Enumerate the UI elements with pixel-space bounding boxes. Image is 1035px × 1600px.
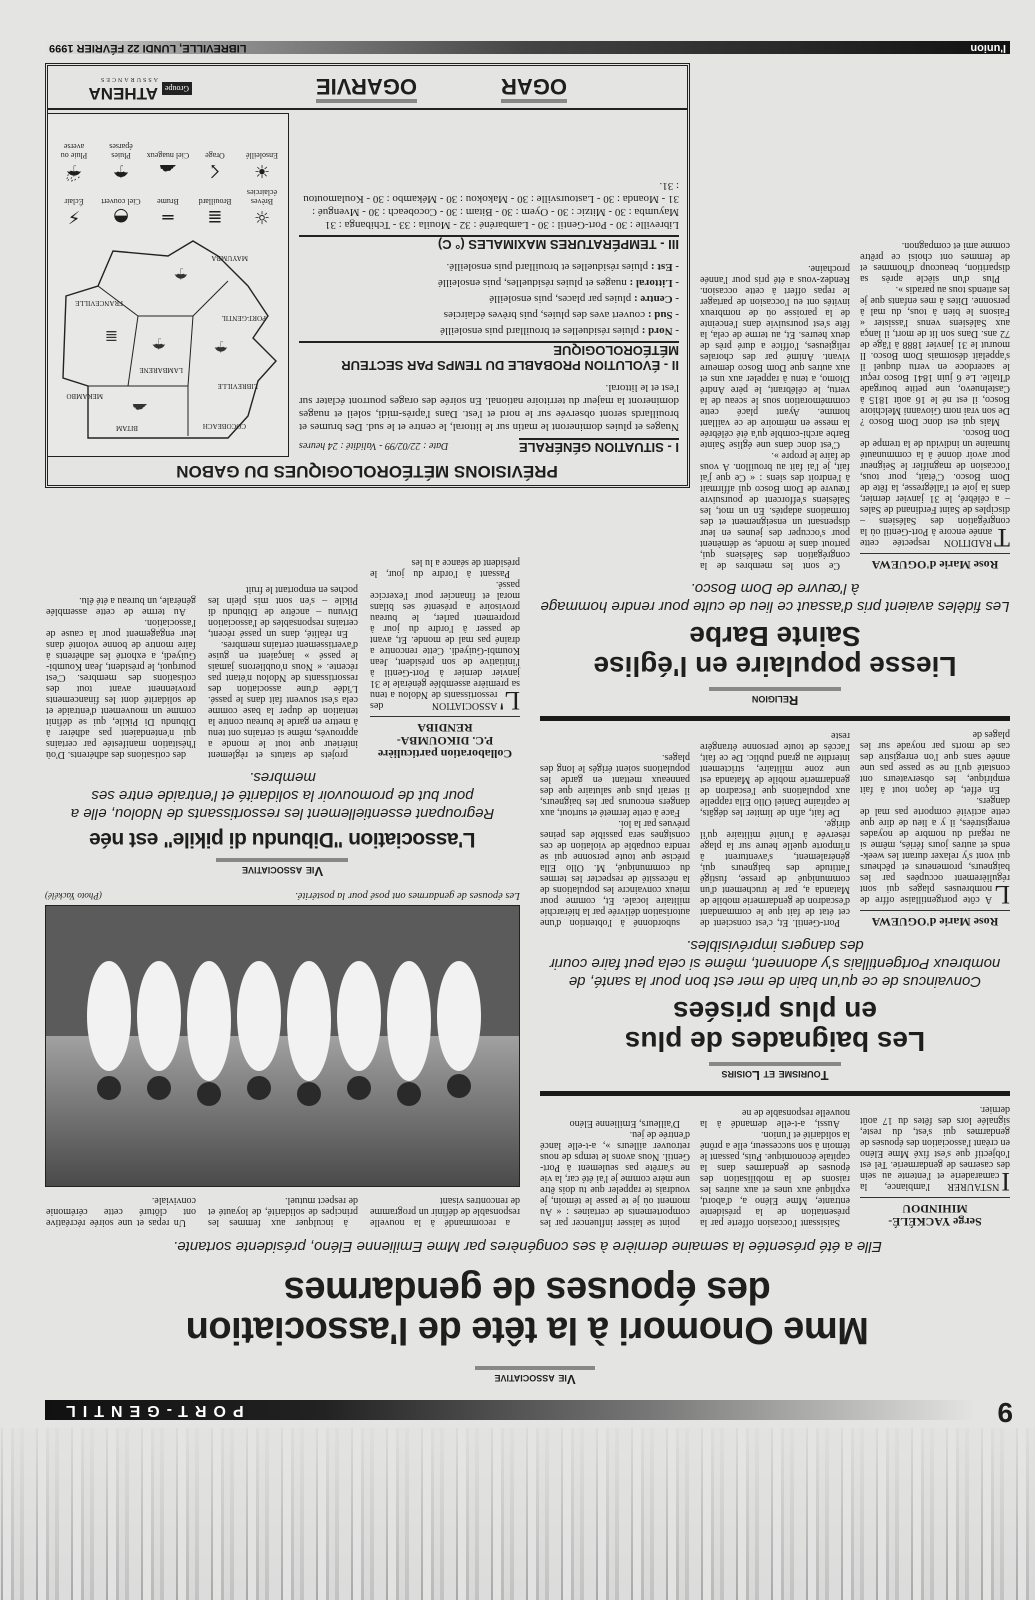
map-rain-icon: ☁ xyxy=(132,400,148,419)
article-paragraph: En réalité, dans un passé récent, certains responsables de l'association Divunu – ancêtre de Dibundu di Pikile – s'en sont mis plein les poches en emportant le fruit xyxy=(208,584,358,639)
headline-onomori xyxy=(45,1270,1010,1350)
headline-line: en plus prisées xyxy=(673,996,877,1027)
article-paragraph: a recommandé à la nouvelle responsable de définir un programme de rencontres visant xyxy=(370,1195,520,1228)
legend-label: Ciel nuageux xyxy=(146,151,190,160)
map-city-label: FRANCEVILLE xyxy=(75,299,123,307)
right-column-stack xyxy=(45,557,520,1228)
rubric-label: Religion xyxy=(751,693,799,708)
sector-forecast: couvert aves des pluies, puis brèves éclaircies xyxy=(443,309,646,321)
article-paragraph: D'ailleurs, Emilienne Eléno xyxy=(569,1118,680,1129)
article-paragraph: des cotisations des adhérents. D'où l'hésitation manifestée par certains qui n'entendaient pas adhérer à Dibundu Di Pikile, qui se définit comme un mouvement d'entraide et de solidarité dont les financements proviennent avant tout des cotisations des membres. C'est pourquoi, le président, Jean Koumbi-Guiyedi, a exhorté les adhérents à faire montre de bonne volonté dans leur engagement pour la cause de l'association. xyxy=(46,617,196,760)
article-paragraph: L'ASSOCIATION des ressortissants de Ndolou a tenu sa première assemblée générale le 31 janvier dernier à Port-Gentil à l'initiative de son président, Jean Koumbi-Guiyedi. Cette rencontre a drainé pas mal de monde. Et, avant de passer à l'ordre du jour à proprement parler, le bureau provisoire a présenté ses bilans moral et financier pour l'exercice passé. xyxy=(370,579,520,715)
sun-icon: ☀ xyxy=(253,160,271,181)
article-column xyxy=(370,1195,520,1228)
article-column xyxy=(860,1104,1010,1228)
article-paragraph: Un repas et une soirée récréative ont clôturé cette cérémonie conviviale. xyxy=(46,1195,196,1228)
headline-line: Sainte Barbe xyxy=(689,621,861,652)
article-paragraph: projets de statuts et règlement intérieur que tout le monde a approuvés, même si certains ont tenu à mettre en garde le bureau contre la tentation de duper la base comme cela s'est souvent fait dans le passé. L'idée d'une association des ressortissants de Ndolou n'étant pas récente. « Nous n'oublierons jamais le passé » lançaient en guise d'avertissement certains membres. xyxy=(208,639,358,760)
map-rain-icon: ☂ xyxy=(173,264,188,283)
weather-s1-title: I - SITUATION GÉNÉRALE xyxy=(518,440,679,455)
article-paragraph: De fait, afin de limiter les dégâts, le capitaine Daniel Ollo Ella rappelle aux populations que l'escadron de gendarmerie mobile de Matanda est une zone militaire, strictement interdite au grand public. De ce fait, l'accès de toute personne étrangère reste xyxy=(700,730,850,818)
mist-icon: ═ xyxy=(162,206,174,227)
sector-forecast: nuages et pluies résiduelles, puis ensoleillé xyxy=(437,277,627,289)
sponsor-ogarvie: OGARVIE xyxy=(316,73,417,103)
deck-religion: Les fidèles avaient pris d'assaut ce lieu de culte pour rendre hommage à l'œuvre de Dom Bosco. xyxy=(540,580,1010,615)
section-banner xyxy=(45,1400,975,1420)
cloudy-icon: ☁ xyxy=(159,160,177,181)
legend-label: Ensoleillé xyxy=(246,151,278,160)
sector-forecast: pluies par places, puis ensoleillé xyxy=(489,293,632,305)
sector-name: - Nord : xyxy=(641,325,679,337)
lightning-icon: ⚡ xyxy=(67,206,81,227)
storm-icon: ☇ xyxy=(209,160,221,181)
weather-sector xyxy=(299,260,679,273)
article-paragraph: En effet, de façon tout à fait empirique, les observateurs ont constaté qu'il ne se passe pas une année sans que l'on enregistre des cas de morts par noyade sur les plages de xyxy=(860,729,1010,795)
group-photo-illustration xyxy=(46,906,519,1186)
article-paragraph: Mais qui est donc Dom Bosco ? De son vrai nom Giovanni Melchiore Bosco, il est né le 16 août 1815 à Castelnuevo, une petite bourgade d'Italie. Le 6 juin 1841 Bosco reçut le sacerdoce en vertu duquel il s'appelait désormais Dom Bosco. Il mourut le 31 janvier 1888 à l'âge de 72 ans. Dans son lit de mort, il lança aux Salésiens venus l'assister « Faisons le bien à tous, du mal à personne. Dites à mes enfants que je les attends tous au paradis ». xyxy=(860,284,1010,427)
map-city-label: PORT-GENTIL xyxy=(221,314,266,322)
legend-item xyxy=(193,188,237,226)
article-column xyxy=(860,240,1010,571)
fog-icon: ≣ xyxy=(207,206,223,227)
sector-name: - Est : xyxy=(650,261,679,273)
rubric-tourisme xyxy=(665,1062,885,1083)
article-column xyxy=(370,557,520,760)
legend-item xyxy=(193,142,237,180)
gabon-map xyxy=(48,231,288,456)
dateline: LIBREVILLE, LUNDI 22 FÉVRIER 1999 xyxy=(49,42,247,54)
weather-map-panel xyxy=(47,113,289,457)
legend-item xyxy=(146,142,190,180)
article-column xyxy=(46,595,196,760)
article-column xyxy=(700,1107,850,1228)
article-column xyxy=(700,730,850,928)
rubric-bar xyxy=(709,1062,841,1066)
article-paragraph: subordonné à l'obtention d'une autorisation délivrée par la hiérarchie militaire locale. Et, comme pour mieux convaincre les populations de la nécessité de respecter les termes du communiqué, M. Ollo Ella précise que toute personne qui se rendra coupable de violation de ces consignes sera passible des peines prévues par la loi. xyxy=(540,818,690,928)
byline: Rose Marie d'OGUEWA xyxy=(860,553,1010,571)
weather-sector xyxy=(299,324,679,337)
article-column xyxy=(540,752,690,928)
legend-label: Éclair xyxy=(64,197,84,206)
legend-item xyxy=(52,142,96,180)
headline-dibundu: L'association "Dibundu di pikile" est née xyxy=(89,828,476,851)
map-rain-icon: ☂ xyxy=(213,337,228,356)
map-city-label: BITAM xyxy=(116,424,138,432)
map-city-label: LAMBARENE xyxy=(139,366,183,374)
legend-item xyxy=(240,142,284,180)
sponsor-athena-logo xyxy=(88,75,192,103)
weather-s1-text: Nuages et pluies domineront le matin sur le littoral, le centre et le sud. Des brumes et brouillards seront observée sur le nord et l'est. Dans l'après-midi, soleil et nuages domineront la majeur du territoire national. En soirée des orages pourront éclater sur l'est et le littoral. xyxy=(299,382,679,433)
scan-noise-fade xyxy=(0,1428,1035,1600)
weather-s3-title: III - TEMPÉRATURES MAXIMALES (° C) xyxy=(299,235,679,252)
article-column xyxy=(540,1118,690,1228)
rain-icon: ☔ xyxy=(65,160,83,181)
sector-name: - Littoral : xyxy=(629,277,679,289)
deck-dibundu: Regroupant essentiellement les ressortissants de Ndolou, elle a pour but de promouvoir la solidarité et l'entraide entre ses membres. xyxy=(70,769,495,822)
article-paragraph: Au terme de cette assemblée générale, un bureau a été élu. xyxy=(46,595,196,617)
legend-label: Brouillard xyxy=(198,197,232,206)
legend-item xyxy=(146,188,190,226)
article-paragraph: INSTAURER l'ambiance, la camaraderie et l'entente au sein des casernes de gendarmerie. Tel est l'objectif que s'est fixé Mme Eléno en créant l'association des épouses de gendarmes qui s'est, du reste, signalée lors des fêtes du 17 août dernier. xyxy=(860,1104,1010,1196)
rubric-religion xyxy=(665,687,885,708)
overcast-icon: ◓ xyxy=(113,206,129,227)
page-number: 9 xyxy=(997,1397,1013,1428)
rubric-bar xyxy=(217,858,349,862)
map-city-label: MEKAMBO xyxy=(66,392,103,400)
rubric-vie-associative xyxy=(435,1366,635,1387)
legend-label: Brèves éclaircies xyxy=(246,188,278,206)
deck-baignades: Convaincus de ce qu'un bain de mer est bon pour la santé, de nombreux Portgentillais s'y adonnent, même si cela peut faire courir des dangers imprévisibles. xyxy=(549,937,1001,990)
headline-line: Mme Onomori à la tête de l'association xyxy=(186,1309,869,1351)
headline-religion xyxy=(540,621,1010,681)
photo-caption xyxy=(45,889,520,902)
article-column xyxy=(208,584,358,760)
article-paragraph: TRADITION respectée cette année encore à Port-Gentil où la congrégation des Salésiens – disciples de Saint Ferdinand de Sales – a célébré, le 31 janvier dernier, dans la joie et l'allégresse, la fête de Dom Bosco. C'était, pour tous, l'occasion de magnifier le Seigneur pour avoir donné à la communauté humaine un individu de la trempe de Don Bosco. xyxy=(860,427,1010,552)
sector-name: - Sud : xyxy=(647,309,679,321)
weather-sector xyxy=(299,292,679,305)
article-paragraph: à inculquer aux femmes les principes de solidarité, de loyauté et de respect mutuel. xyxy=(208,1195,358,1228)
article-paragraph: Face à cette fermeté et surtout, aux dangers encourus par les baigneurs, il serait plus que salutaire que des panneaux mettant en garde les populations soient érigés le long des plages. xyxy=(540,752,690,818)
athena-sub: ASSURANCES xyxy=(98,76,158,82)
scattered-rain-icon: ☂ xyxy=(112,160,130,181)
article-column xyxy=(46,1195,196,1228)
onomori-columns xyxy=(540,1104,1010,1228)
headline-line: des épouses de gendarmes xyxy=(284,1269,771,1311)
rubric-label: Vie associative xyxy=(494,1372,576,1387)
legend-item xyxy=(99,188,143,226)
map-rain-icon: ☂ xyxy=(151,334,166,353)
athena-name: ATHENA xyxy=(88,84,158,103)
article-paragraph: LA côte portgentillaise offre de nombreuses plages qui sont régulièrement occupées par les baigneurs, promeneurs et pêcheurs qui vont s'y relaxer durant les week-ends et autres jours fériés, même si au regard du nombre de noyades enregistrées, il y a lieu de dire que cette activité comporte pas mal de dangers. xyxy=(860,795,1010,909)
article-paragraph: C'est donc dans une église Sainte Barbe archi-comble qu'a été célébrée la messe en mémoire de ce vaillant homme. Ayant placé cette commémoration sous le sceau de la vertu, le célébrant, le père André Diomo, a tenu à rappeler aux uns et aux autres que Dom Bosco demeure vivant. Animé par des chorales religieuses, l'office a duré près de deux heures. Et, au terme de cela, la fête s'est poursuivie dans l'enceinte de la paroisse où de nombreux invités ont eu l'occasion de partager le repas offert à cette occasion. Rendez-vous a été pris pour l'année prochaine. xyxy=(700,263,850,450)
weather-sector xyxy=(299,276,679,289)
weather-text xyxy=(299,179,679,455)
map-city-label: LIBREVILLE xyxy=(217,382,258,390)
deck-onomori: Elle a été présentée la semaine dernière à ses congénères par Mme Emilienne Eléno, présidente sortante. xyxy=(173,1238,882,1255)
section-banner-label: PORT-GENTIL xyxy=(59,1402,244,1419)
article-paragraph: Aussi, a-t-elle demandé à la nouvelle responsable de ne xyxy=(700,1107,850,1129)
article-paragraph: Passant à l'ordre du jour, le président de séance a lu les xyxy=(370,557,520,579)
headline-line: Liesse populaire en l'église xyxy=(593,651,957,682)
legend-label: Ciel couvert xyxy=(101,197,141,206)
rubric-bar xyxy=(475,1366,595,1370)
article-paragraph: Ce sont les membres de la congrégation des Salésiens qui, partout dans le monde, se démènent pour s'occuper des jeunes en leur dispensant un enseignement et des formations adaptés. En un mot, les Salésiens s'efforcent de poursuivre l'œuvre de Dom Bosco qui affirmait à l'endroit des siens : « Ce que j'ai fait, je l'ai fait au brouillon. A vous de faire le propre ». xyxy=(700,450,850,571)
onomori-columns-continued xyxy=(45,1195,520,1228)
weather-date: Date : 22/02/99 - Validité : 24 heures xyxy=(299,440,449,451)
newspaper-name: l'union xyxy=(970,42,1006,54)
dibundu-columns xyxy=(45,557,520,760)
byline: Rose Marie d'OGUEWA xyxy=(860,910,1010,928)
caption-text: Les épouses de gendarmes ont posé pour la postérité. xyxy=(295,890,520,901)
sponsor-rule xyxy=(48,108,687,110)
weather-sector xyxy=(299,308,679,321)
sponsor-ogar: OGAR xyxy=(501,73,567,103)
section-rule xyxy=(540,1091,1010,1096)
headline-line: Les baignades de plus xyxy=(624,1026,926,1057)
group-label: Groupe xyxy=(162,83,192,96)
weather-temperatures: Libreville : 30 - Port-Gentil : 30 - Lambaréné : 32 - Mouila : 33 - Tchibanga : 31 Mayumba : 30 - Mitzic : 30 - Oyem : 30 - Bitam : 30 - Cocobeach : 30 - Mvengué : 31 - Moanda : 30 - Lastoursville : 30 - Makokou : 30 - Mékambo : 30 - Koulamoutou : 31. xyxy=(303,180,679,231)
baignades-columns xyxy=(540,729,1010,928)
rubric-bar xyxy=(709,687,841,691)
weather-legend xyxy=(52,142,284,226)
article-paragraph: Port-Gentil. Et, c'est conscient de cet état de fait que le commandant d'escadron de gendarmerie mobile de Matanda a, par le truchement d'un communiqué de presse, fustigé l'attitude des baigneurs qui, généralement, s'aventurent à n'importe quelle heure sur la plage réservée à l'unité militaire qu'il dirige. xyxy=(700,818,850,928)
article-paragraph: Plus d'un siècle après sa disparition, beaucoup d'hommes et de femmes ont choisi ce prêtre comme ami et compagnon. xyxy=(860,240,1010,284)
weather-title: PRÉVISIONS MÉTÉOROLOGIQUES DU GABON xyxy=(176,462,558,481)
footer-bar xyxy=(45,41,1010,54)
rubric-vie-associative-2 xyxy=(173,858,393,879)
byline: Collaboration particulière P.C. DIKOUMBA-RENDIBA xyxy=(370,716,520,760)
article-paragraph: point se laisser influencer par les comportements de certaines : « Au moment où je te passe le témoin, je voudrais te rappeler que tu dois être une mère comme je l'ai été car, la vie ne s'arrête pas seulement à Port-Gentil. Nous avons le temps de nous retrouver ailleurs », a-t-elle lancé d'entrée de jeu. xyxy=(540,1129,690,1228)
weather-sectors xyxy=(299,260,679,337)
article-paragraph: Saisissant l'occasion offerte par la présentation de la présidente entrante, Mme Eléno a, d'abord, expliqué aux unes et aux autres les raisons de la mobilisation des épouses de gendarmes dans la capitale économique. Puis, passant le témoin à son successeur, elle a prôné la solidarité et l'union. xyxy=(700,1129,850,1228)
sector-forecast: pluies résiduelles et brouillard puis ensoleillé xyxy=(440,325,639,337)
legend-item xyxy=(99,142,143,180)
headline-baignades xyxy=(540,996,1010,1056)
sector-name: - Centre : xyxy=(634,293,679,305)
byline: Serge YACKÉLÉ-MIHINDOU xyxy=(860,1197,1010,1228)
weather-box xyxy=(45,63,690,488)
sun-cloud-icon: ☼ xyxy=(253,206,271,227)
article-column xyxy=(208,1195,358,1228)
legend-label: Pluie ou averse xyxy=(60,142,88,160)
legend-label: Pluies éparses xyxy=(109,142,133,160)
map-fog-icon: ≣ xyxy=(104,327,118,346)
legend-item xyxy=(52,188,96,226)
map-city-label: MAYUMBA xyxy=(211,254,248,262)
rubric-label: Tourisme et Loisirs xyxy=(721,1068,829,1083)
weather-s2-title: II - ÉVOLUTION PROBABLE DU TEMPS PAR SECTEUR MÉTÉOROLOGIQUE xyxy=(299,341,679,373)
article-column xyxy=(700,263,850,571)
photo-credit: (Photo Yackélé) xyxy=(45,891,102,901)
rubric-label: Vie associative xyxy=(241,864,324,879)
article-column xyxy=(860,729,1010,928)
section-rule xyxy=(540,716,1010,721)
sector-forecast: pluies résiduelles et brouillard puis ensoleillé. xyxy=(446,261,649,273)
photo-gendarmes-wives xyxy=(45,905,520,1187)
map-city-label: COCOBEACH xyxy=(202,422,246,430)
legend-label: Orage xyxy=(205,151,225,160)
legend-label: Brume xyxy=(157,197,179,206)
legend-item xyxy=(240,188,284,226)
